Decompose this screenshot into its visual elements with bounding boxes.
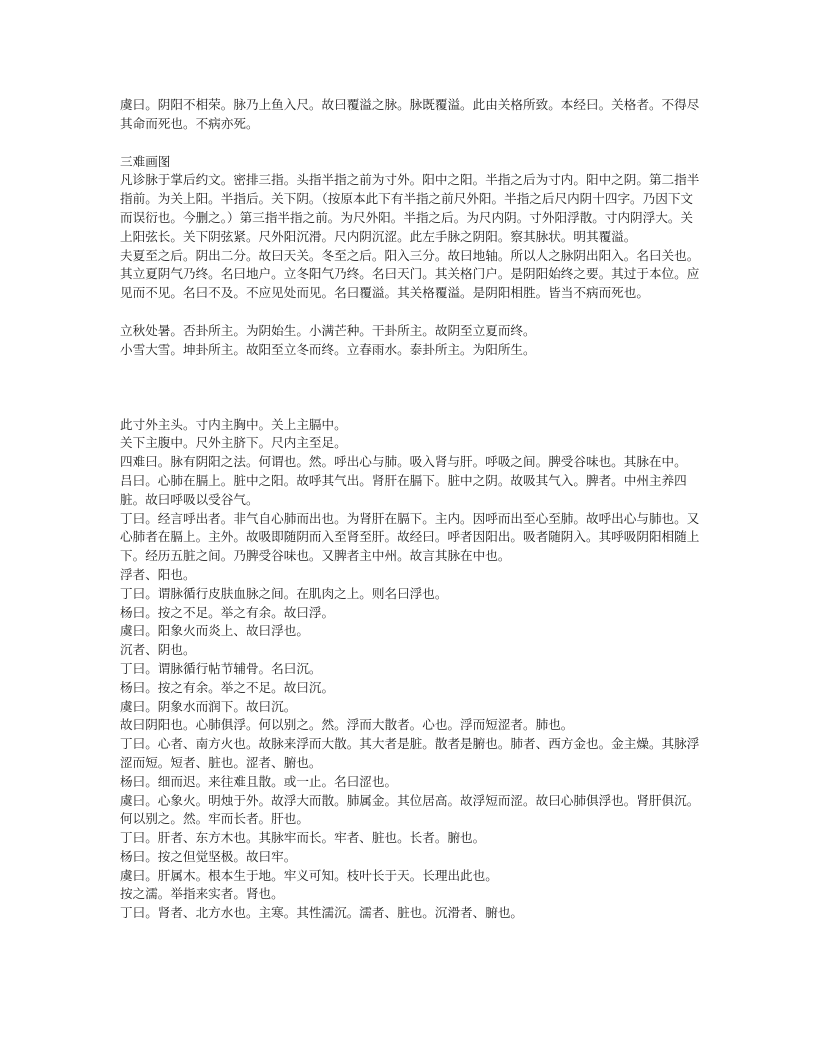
paragraph: 凡诊脉于掌后约文。密排三指。头指半指之前为寸外。阳中之阳。半指之后为寸内。阳中之阴。第二指半指前。为关上阳。半指后。关下阴。（按原本此下有半指之前尺外阳。半指之后尺内阴十四字。乃因下文而误衍也。今删之。）第三指半指之前。为尺外阳。半指之后。为尺内阴。寸外阳浮散。寸内阴浮大。关上阳弦长。关下阴弦紧。尺外阳沉滑。尺内阴沉涩。此左手脉之阴阳。察其脉状。明其覆溢。 [120,172,700,244]
paragraph: 丁曰。肝者、东方木也。其脉牢而长。牢者、脏也。长者。腑也。 [120,830,486,846]
paragraph: 虞曰。肝属木。根本生于地。牢义可知。枝叶长于天。长理出此也。 [120,867,498,883]
section-2 [120,153,700,303]
paragraph: 虞曰。阴象水而润下。故曰沉。 [120,698,297,714]
paragraph: 丁曰。心者、南方火也。故脉来浮而大散。其大者是脏。散者是腑也。肺者、西方金也。金主燥。其脉浮涩而短。短者、脏也。涩者、腑也。 [120,736,700,770]
section-heading: 三难画图 [120,153,171,169]
paragraph: 杨曰。细而迟。来往难且散。或一止。名曰涩也。 [120,773,398,789]
paragraph: 虞曰。心象火。明烛于外。故浮大而散。肺属金。其位居高。故浮短而涩。故曰心肺俱浮也。肾肝俱沉。何以别之。然。牢而长者。肝也。 [120,792,700,827]
paragraph: 丁曰。肾者、北方水也。主寒。其性濡沉。濡者、脏也。沉滑者、腑也。 [120,905,523,921]
section-4 [120,416,700,924]
paragraph: 丁曰。经言呼出者。非气自心肺而出也。为肾肝在膈下。主内。因呼而出至心至肺。故呼出心与肺也。又心肺者在膈上。主外。故吸即随阴而入至肾至肝。故经曰。呼者因阳出。吸者随阴入。其呼吸阴阳相随上下。经历五脏之间。乃脾受谷味也。又脾者主中州。故言其脉在中也。 [120,510,700,564]
paragraph: 关下主腹中。尺外主脐下。尺内主至足。 [120,435,347,451]
paragraph: 杨曰。按之但觉坚极。故曰牢。 [120,848,297,864]
paragraph: 小雪大雪。坤卦所主。故阳至立冬而终。立春雨水。泰卦所主。为阳所生。 [120,341,536,357]
paragraph: 沉者、阴也。 [120,642,196,658]
paragraph: 虞曰。阳象火而炎上、故曰浮也。 [120,623,309,639]
paragraph: 杨曰。按之有余。举之不足。故曰沉。 [120,679,335,695]
paragraph: 吕曰。心肺在膈上。脏中之阳。故呼其气出。肾肝在膈下。脏中之阴。故吸其气入。脾者。中州主养四脏。故曰呼吸以受谷气。 [120,472,687,507]
paragraph: 故曰阴阳也。心肺俱浮。何以别之。然。浮而大散者。心也。浮而短涩者。肺也。 [120,717,574,733]
paragraph: 虞曰。阴阳不相荣。脉乃上鱼入尺。故曰覆溢之脉。脉既覆溢。此由关格所致。本经曰。关格者。不得尽其命而死也。不病亦死。 [120,97,700,131]
document-page [120,96,700,923]
paragraph: 此寸外主头。寸内主胸中。关上主膈中。 [120,416,347,432]
paragraph: 丁曰。谓脉循行帖节辅骨。名曰沉。 [120,660,322,676]
paragraph: 杨曰。按之不足。举之有余。故曰浮。 [120,604,335,620]
paragraph: 四难曰。脉有阴阳之法。何谓也。然。呼出心与肺。吸入肾与肝。呼吸之间。脾受谷味也。其脉在中。 [120,454,687,470]
paragraph: 浮者、阳也。 [120,566,196,582]
section-3 [120,322,700,360]
section-1 [120,96,700,134]
paragraph: 夫夏至之后。阴出二分。故曰天关。冬至之后。阳入三分。故曰地轴。所以人之脉阴出阳入。名曰关也。其立夏阴气乃终。名曰地户。立冬阳气乃终。名曰天门。其关格门户。是阴阳始终之要。其过于本位。应见而不见。名曰不及。不应见处而见。名曰覆溢。其关格覆溢。是阴阳相胜。皆当不病而死也。 [120,247,700,301]
paragraph: 按之濡。举指来实者。肾也。 [120,886,284,902]
paragraph: 丁曰。谓脉循行皮肤血脉之间。在肌肉之上。则名曰浮也。 [120,585,448,601]
paragraph: 立秋处暑。否卦所主。为阴始生。小满芒种。干卦所主。故阴至立夏而终。 [120,322,536,338]
